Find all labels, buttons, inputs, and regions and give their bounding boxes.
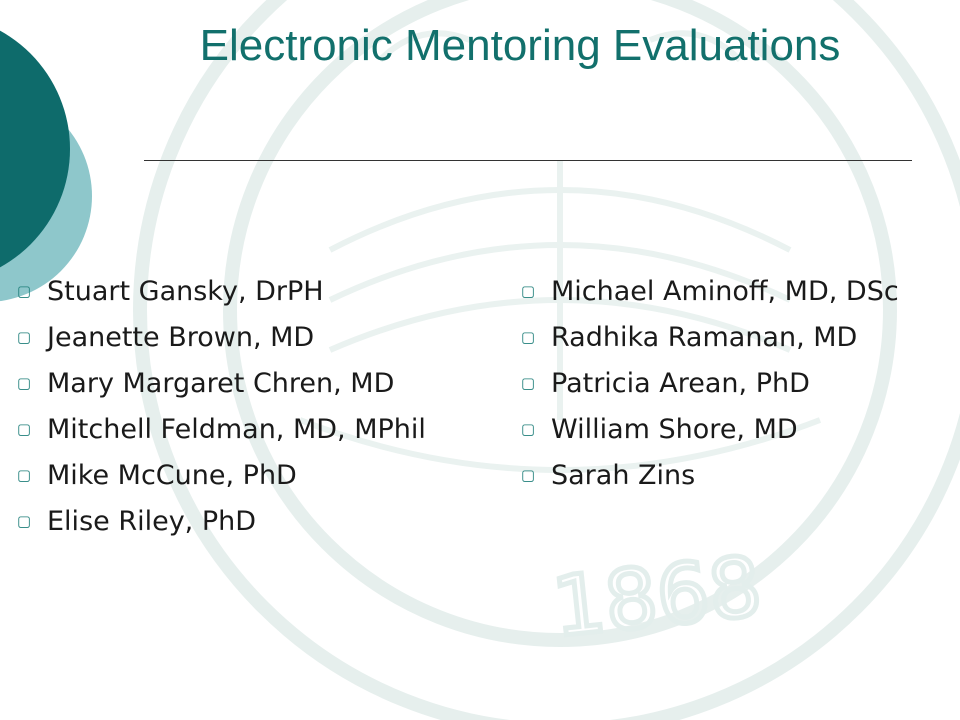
list-item [14,452,426,498]
list-item [518,360,899,406]
list-item-label: Elise Riley, PhD [47,505,257,537]
list-item [14,498,426,544]
square-outline-icon: ▢ [520,374,536,392]
square-outline-icon: ▢ [16,282,32,300]
list-item-label: Sarah Zins [551,459,696,491]
square-outline-icon: ▢ [520,466,536,484]
list-item-label: Radhika Ramanan, MD [551,321,858,353]
list-item [14,360,426,406]
list-item [14,268,426,314]
square-outline-icon: ▢ [16,420,32,438]
square-outline-icon: ▢ [16,328,32,346]
slide-title: Electronic Mentoring Evaluations [199,21,841,70]
square-outline-icon: ▢ [16,466,32,484]
list-item-label: Mitchell Feldman, MD, MPhil [47,413,426,445]
square-outline-icon: ▢ [520,328,536,346]
right-column-list [518,268,899,498]
list-item [14,314,426,360]
list-item-label: William Shore, MD [551,413,798,445]
list-item-label: Jeanette Brown, MD [47,321,315,353]
square-outline-icon: ▢ [16,374,32,392]
list-item [518,452,899,498]
list-item-label: Patricia Arean, PhD [551,367,810,399]
square-outline-icon: ▢ [520,420,536,438]
square-outline-icon: ▢ [16,512,32,530]
list-item [518,406,899,452]
seal-year: 1868 [548,539,766,656]
list-item-label: Stuart Gansky, DrPH [47,275,324,307]
list-item-label: Mary Margaret Chren, MD [47,367,395,399]
title-divider [144,160,912,161]
square-outline-icon: ▢ [520,282,536,300]
list-item-label: Mike McCune, PhD [47,459,297,491]
list-item [518,314,899,360]
list-item-label: Michael Aminoff, MD, DSc [551,275,899,307]
list-item [14,406,426,452]
left-column-list [14,268,426,544]
list-item [518,268,899,314]
